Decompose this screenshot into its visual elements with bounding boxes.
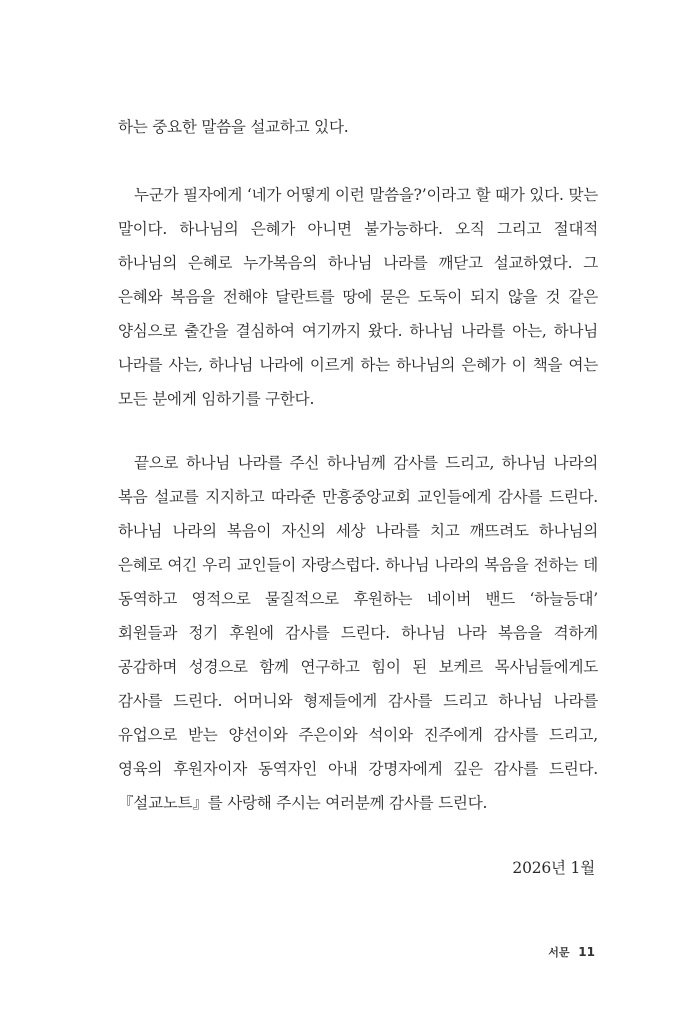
paragraph-text: 끝으로 하나님 나라를 주신 하나님께 감사를 드리고, 하나님 나라의 복음 설교를 지지하고 따라준 만흥중앙교회 교인들에게 감사를 드린다. 하나님 나라의 복음이 자신의 세상 나라를 치고 깨뜨려도 하나님의 은혜로 여긴 우리 교인들이 자랑스럽다. 하나님 나라의 복음을 전하는 데 동역하고 영적으로 물질적으로 후원하는 네이버 밴드 ‘하늘등대’ 회원들과 정기 후원에 감사를 드린다. 하나님 나라 복음을 격하게 공감하며 성경으로 함께 연구하고 힘이 된 보케르 목사님들에게도 감사를 드린다. 어머니와 형제들에게 감사를 드리고 하나님 나라를 유업으로 받는 양선이와 주은이와 석이와 진주에게 감사를 드리고, 영육의 후원자이자 동역자인 아내 강명자에게 깊은 감사를 드린다. 『설교노트』를 사랑해 주시는 여러분께 감사를 드린다. (118, 454, 598, 812)
paragraph-text: 하는 중요한 말씀을 설교하고 있다. (118, 118, 349, 136)
page-footer (548, 944, 595, 960)
running-footer-section: 서문 (548, 946, 570, 959)
body-paragraph-1 (118, 178, 598, 416)
page-number: 11 (578, 945, 595, 959)
signature-date: 2026년 1월 (512, 859, 595, 877)
body-paragraph-2 (118, 446, 598, 820)
paragraph-text: 누군가 필자에게 ‘네가 어떻게 이런 말씀을?’이라고 할 때가 있다. 맞는 말이다. 하나님의 은혜가 아니면 불가능하다. 오직 그리고 절대적 하나님의 은혜로 누가복음의 하나님 나라를 깨닫고 설교하였다. 그 은혜와 복음을 전해야 달란트를 땅에 묻은 도둑이 되지 않을 것 같은 양심으로 출간을 결심하여 여기까지 왔다. 하나님 나라를 아는, 하나님 나라를 사는, 하나님 나라에 이르게 하는 하나님의 은혜가 이 책을 여는 모든 분에게 임하기를 구한다. (118, 186, 598, 408)
body-paragraph-continuation (118, 110, 598, 144)
